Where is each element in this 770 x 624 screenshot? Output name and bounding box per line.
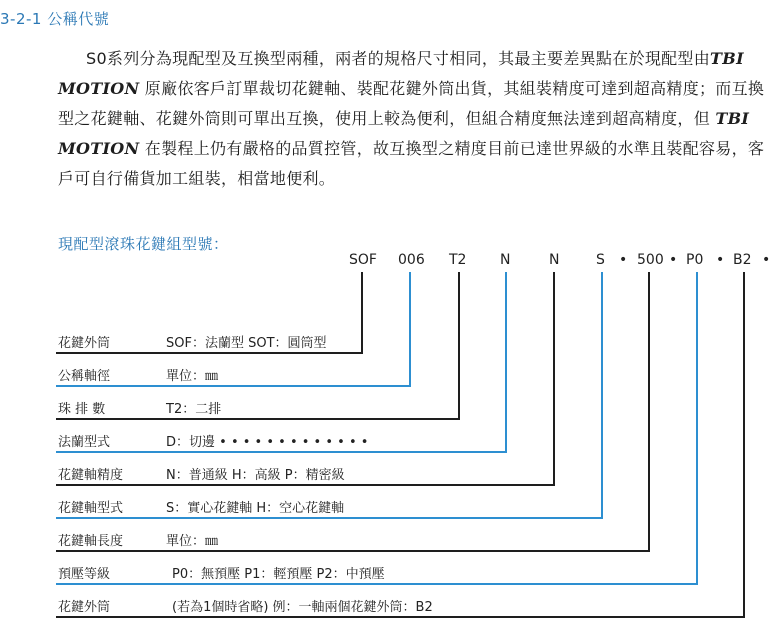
code-separator-dot: •	[762, 252, 770, 268]
row-label: 公稱軸徑	[58, 369, 111, 384]
leader-horizontal-row-2	[56, 385, 411, 387]
model-section-title: 現配型滾珠花鍵組型號：	[58, 235, 229, 253]
leader-horizontal-row-6	[56, 517, 603, 519]
brand-name: TBI MOTION	[58, 109, 750, 158]
code-separator-dot: •	[716, 252, 725, 268]
code-p0: P0	[686, 252, 704, 268]
row-description: T2：二排	[166, 402, 222, 417]
row-description: N：普通級 H：高級 P：精密級	[166, 468, 345, 483]
leader-horizontal-row-3	[56, 418, 460, 420]
row-label: 預壓等級	[58, 567, 111, 582]
code-006: 006	[398, 252, 425, 268]
leader-horizontal-row-7	[56, 550, 650, 552]
leader-horizontal-row-9	[56, 616, 745, 618]
row-description: (若為1個時省略) 例：一軸兩個花鍵外筒：B2	[172, 600, 433, 615]
leader-vertical-t2	[458, 272, 460, 420]
leader-horizontal-row-4	[56, 451, 507, 453]
row-label: 花鍵軸長度	[58, 534, 124, 549]
code-separator-dot: •	[669, 252, 678, 268]
code-b2: B2	[733, 252, 752, 268]
row-description: SOF：法蘭型 SOT：圓筒型	[166, 336, 327, 351]
leader-vertical-006	[409, 272, 411, 387]
leader-vertical-sof	[361, 272, 363, 354]
leader-horizontal-row-5	[56, 484, 555, 486]
leader-horizontal-row-8	[56, 583, 698, 585]
leader-vertical-s	[601, 272, 603, 519]
row-label: 花鍵軸型式	[58, 501, 124, 516]
code-separator-dot: •	[619, 252, 628, 268]
code-sof: SOF	[349, 252, 377, 268]
code-s: S	[596, 252, 605, 268]
paragraph-text-3: 在製程上仍有嚴格的品質控管，故互換型之精度目前已達世界級的水準且裝配容易，客戶可自行備貨加工組裝，相當地便利。	[58, 139, 765, 188]
paragraph-text-1: S0系列分為現配型及互換型兩種，兩者的規格尺寸相同，其最主要差異點在於現配型由	[86, 49, 711, 68]
paragraph-text-2: 原廠依客戶訂單裁切花鍵軸、裝配花鍵外筒出貨，其組裝精度可達到超高精度；而互換型之花鍵軸、花鍵外筒則可單出互換，使用上較為便利，但組合精度無法達到超高精度，但	[58, 79, 765, 128]
code-t2: T2	[449, 252, 467, 268]
leader-vertical-n-precision	[553, 272, 555, 486]
leader-vertical-n-flange	[505, 272, 507, 453]
row-label: 法蘭型式	[58, 435, 111, 450]
row-description: D：切邊 • • • • • • • • • • • • •	[166, 435, 369, 450]
section-title: 3-2-1 公稱代號	[0, 10, 110, 28]
row-description: 單位：㎜	[166, 534, 219, 549]
row-label: 珠 排 數	[58, 402, 106, 417]
row-description: 單位：㎜	[166, 369, 219, 384]
row-description: P0：無預壓 P1：輕預壓 P2：中預壓	[172, 567, 385, 582]
leader-vertical-b2	[743, 272, 745, 618]
leader-vertical-p0	[696, 272, 698, 585]
row-label: 花鍵外筒	[58, 336, 111, 351]
row-description: S：實心花鍵軸 H：空心花鍵軸	[166, 501, 345, 516]
code-n-flange: N	[549, 252, 560, 268]
code-500: 500	[637, 252, 664, 268]
intro-paragraph	[58, 44, 770, 194]
leader-horizontal-row-1	[56, 352, 363, 354]
brand-name: TBI MOTION	[58, 49, 744, 98]
code-n-precision: N	[500, 252, 511, 268]
leader-vertical-500	[648, 272, 650, 552]
row-label: 花鍵軸精度	[58, 468, 124, 483]
row-label: 花鍵外筒	[58, 600, 111, 615]
